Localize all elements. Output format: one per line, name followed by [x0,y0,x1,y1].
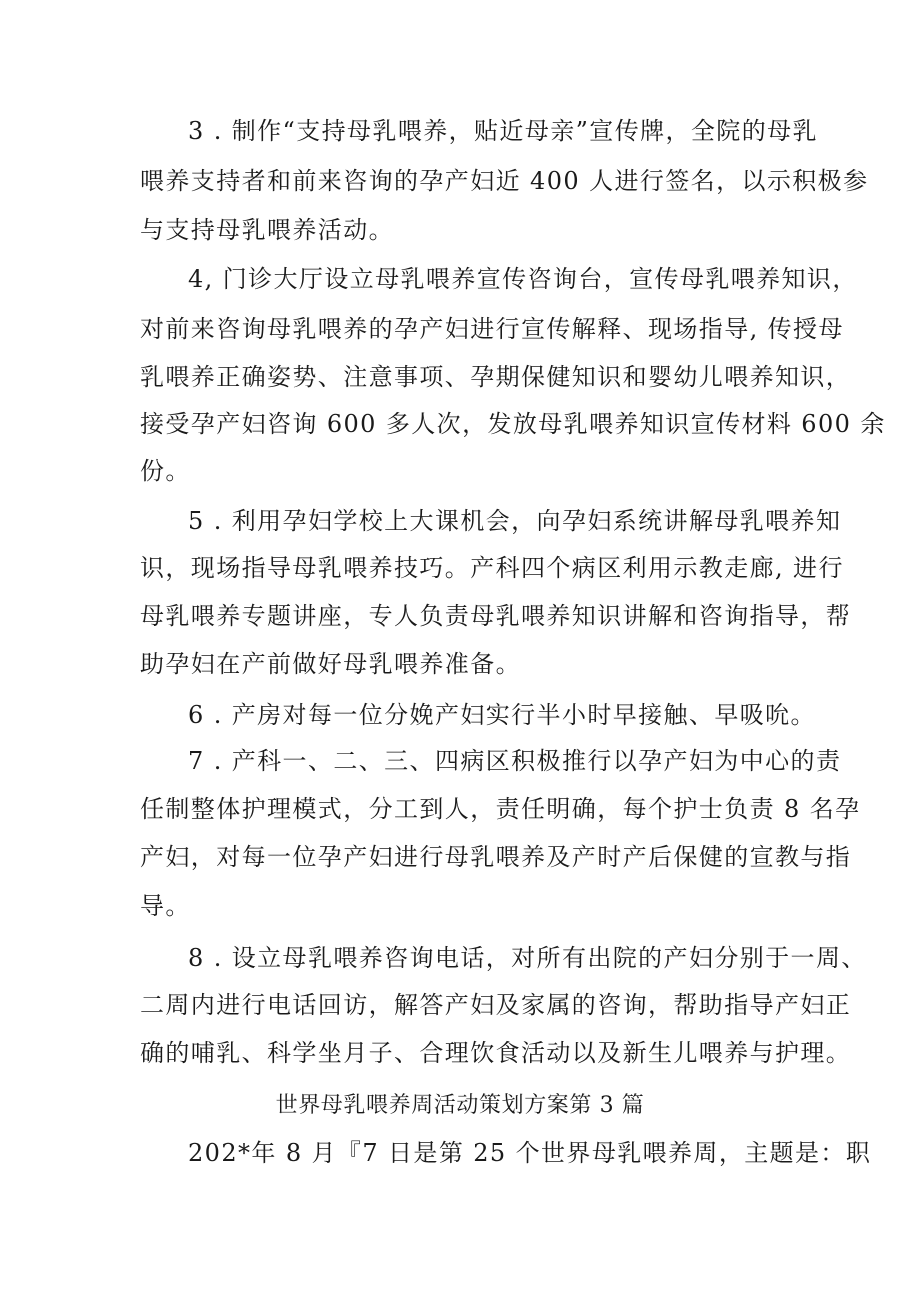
paragraph-item-3-line-3: 与支持母乳喂养活动。 [140,216,394,244]
paragraph-item-5-line-2: 识，现场指导母乳喂养技巧。产科四个病区利用示教走廊, 进行 [140,554,844,582]
paragraph-item-4-line-1: 4, 门诊大厅设立母乳喂养宣传咨询台，宣传母乳喂养知识， [188,265,858,293]
paragraph-item-4-line-5: 份。 [140,457,191,485]
paragraph-item-7-line-2: 任制整体护理模式，分工到人，责任明确，每个护士负责 8 名孕 [140,795,861,823]
section-title: 世界母乳喂养周活动策划方案第 3 篇 [275,1093,645,1118]
paragraph-item-7-line-3: 产妇，对每一位孕产妇进行母乳喂养及产时产后保健的宣教与指 [140,843,852,871]
paragraph-item-3-line-2: 喂养支持者和前来咨询的孕产妇近 400 人进行签名，以示积极参 [140,167,869,195]
intro-line: 202*年 8 月『7 日是第 25 个世界母乳喂养周，主题是：职 [188,1139,872,1167]
paragraph-item-7-line-1: 7 . 产科一、二、三、四病区积极推行以孕产妇为中心的责 [188,747,842,775]
paragraph-item-4-line-2: 对前来咨询母乳喂养的孕产妇进行宣传解释、现场指导, 传授母 [140,315,844,343]
paragraph-item-6-line-1: 6 . 产房对每一位分娩产妇实行半小时早接触、早吸吮。 [188,701,816,729]
paragraph-item-4-line-4: 接受孕产妇咨询 600 多人次，发放母乳喂养知识宣传材料 600 余 [140,410,886,438]
paragraph-item-8-line-1: 8 . 设立母乳喂养咨询电话，对所有出院的产妇分别于一周、 [188,944,867,972]
paragraph-item-4-line-3: 乳喂养正确姿势、注意事项、孕期保健知识和婴幼儿喂养知识， [140,363,852,391]
paragraph-item-3-line-1: 3 . 制作“支持母乳喂养，贴近母亲”宣传牌，全院的母乳 [188,117,818,145]
paragraph-item-5-line-1: 5 . 利用孕妇学校上大课机会，向孕妇系统讲解母乳喂养知 [188,507,842,535]
paragraph-item-8-line-3: 确的哺乳、科学坐月子、合理饮食活动以及新生儿喂养与护理。 [140,1039,852,1067]
paragraph-item-8-line-2: 二周内进行电话回访，解答产妇及家属的咨询，帮助指导产妇正 [140,991,852,1019]
paragraph-item-5-line-4: 助孕妇在产前做好母乳喂养准备。 [140,650,521,678]
paragraph-item-5-line-3: 母乳喂养专题讲座，专人负责母乳喂养知识讲解和咨询指导，帮 [140,602,852,630]
paragraph-item-7-line-4: 导。 [140,892,191,920]
